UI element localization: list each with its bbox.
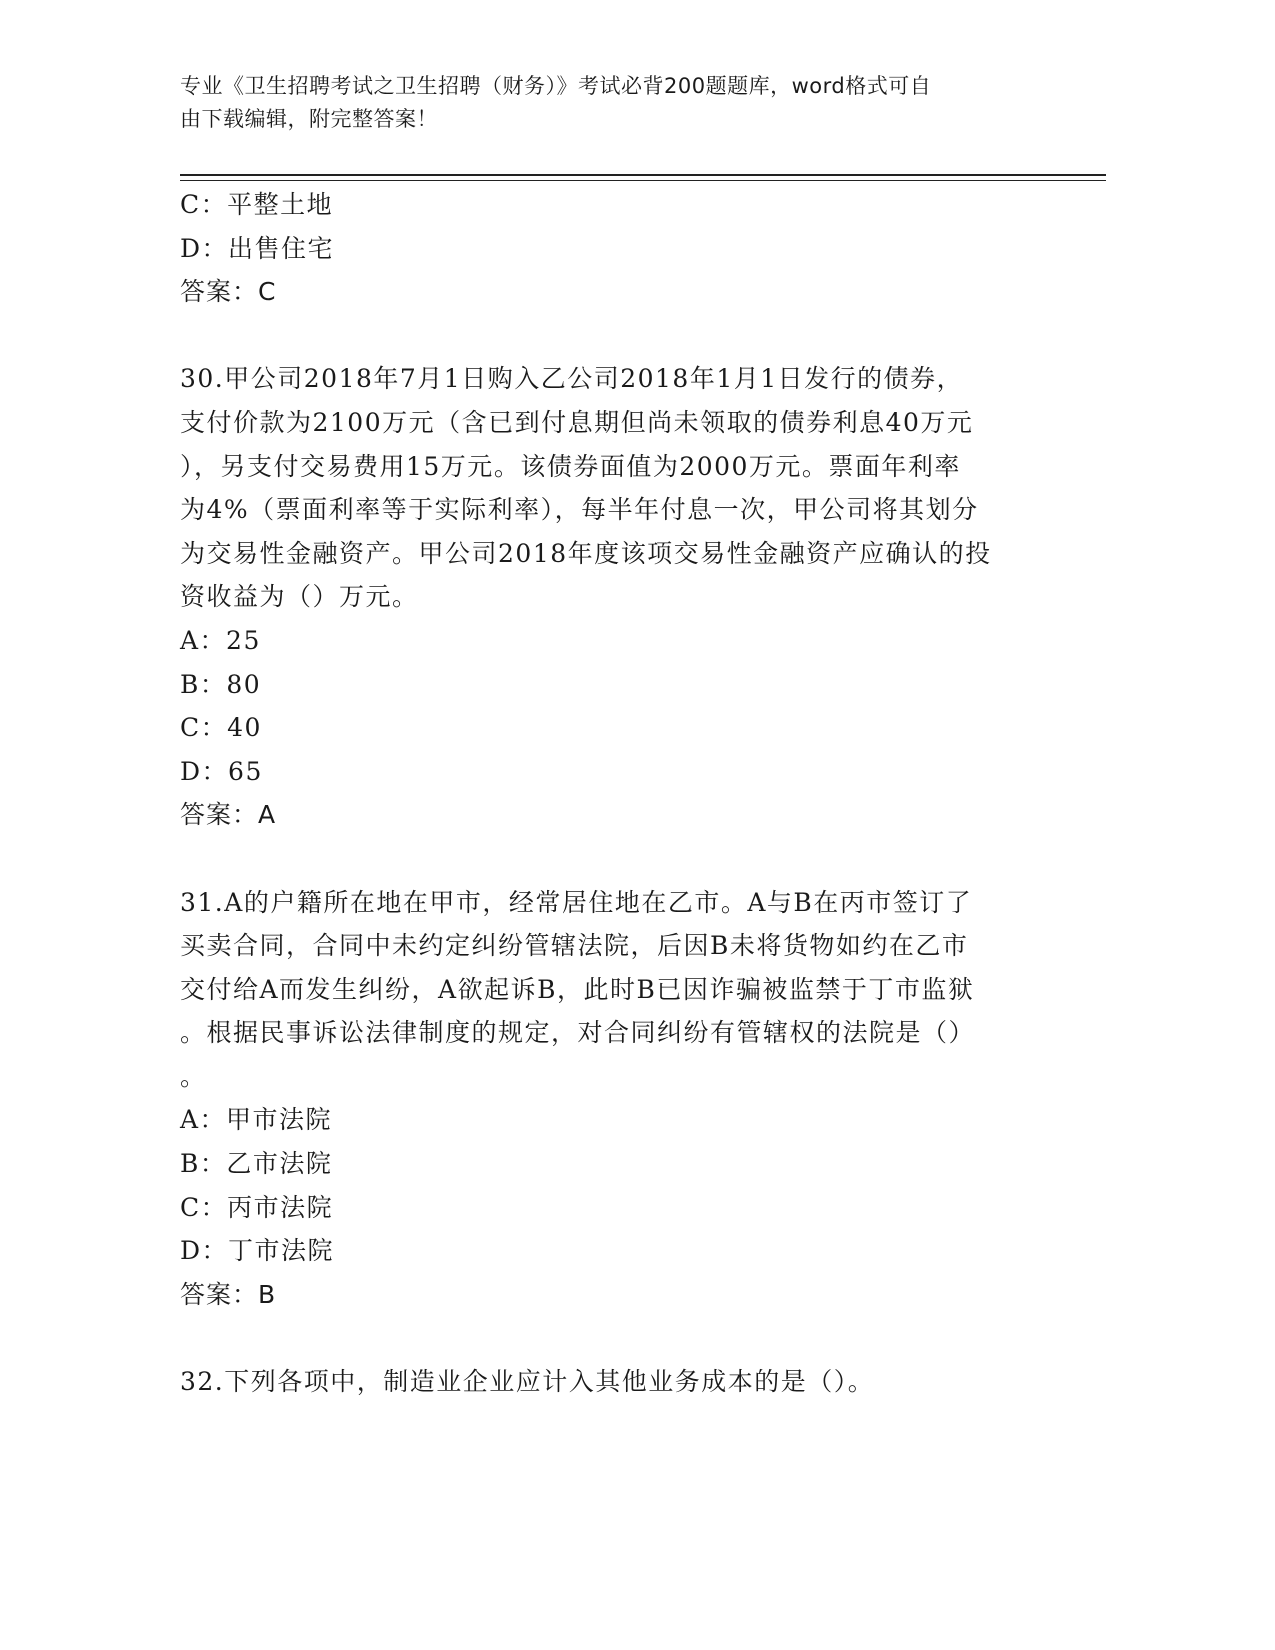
answer-line: 答案：B — [180, 1279, 277, 1309]
question-stem-line: 为4%（票面利率等于实际利率），每半年付息一次，甲公司将其划分 — [180, 495, 979, 525]
question-30 — [180, 357, 1050, 837]
spacer — [180, 837, 1050, 881]
header-divider-thin — [180, 180, 1106, 181]
spacer — [180, 314, 1050, 358]
header-divider-thick — [180, 174, 1106, 176]
question-stem-line: 。根据民事诉讼法律制度的规定，对合同纠纷有管辖权的法院是（） — [180, 1018, 976, 1048]
question-stem-line: 为交易性金融资产。甲公司2018年度该项交易性金融资产应确认的投 — [180, 538, 992, 568]
question-content — [180, 183, 1050, 1404]
question-stem-line: 支付价款为2100万元（含已到付息期但尚未领取的债券利息40万元 — [180, 407, 974, 437]
question-stem-line: 。 — [180, 1061, 207, 1091]
question-stem-line: 资收益为（）万元。 — [180, 582, 419, 612]
document-header — [180, 70, 1040, 136]
question-stem-line: 交付给A而发生纠纷，A欲起诉B，此时B已因诈骗被监禁于丁市监狱 — [180, 974, 975, 1004]
question-stem-line: 31.A的户籍所在地在甲市，经常居住地在乙市。A与B在丙市签订了 — [180, 887, 973, 917]
header-line-2: 由下载编辑，附完整答案！ — [180, 107, 438, 131]
question-stem-line: 30.甲公司2018年7月1日购入乙公司2018年1月1日发行的债券， — [180, 364, 964, 394]
option-d: D：出售住宅 — [180, 233, 335, 263]
question-stem-line: ），另支付交易费用15万元。该债券面值为2000万元。票面年利率 — [180, 451, 961, 481]
option-c: C：平整土地 — [180, 190, 334, 219]
question-stem-line: 32.下列各项中，制造业企业应计入其他业务成本的是（）。 — [180, 1367, 875, 1397]
option-d: D：65 — [180, 756, 263, 786]
option-b: B：乙市法院 — [180, 1149, 333, 1179]
header-line-1: 专业《卫生招聘考试之卫生招聘（财务）》考试必背200题题库，word格式可自 — [180, 74, 932, 98]
option-c: C：丙市法院 — [180, 1192, 334, 1222]
option-c: C：40 — [180, 713, 262, 743]
question-31 — [180, 881, 1050, 1317]
question-32 — [180, 1360, 1050, 1404]
question-stem-line: 买卖合同，合同中未约定纠纷管辖法院，后因B未将货物如约在乙市 — [180, 931, 969, 961]
option-d: D：丁市法院 — [180, 1236, 335, 1266]
option-a: A：甲市法院 — [180, 1105, 333, 1135]
answer-line: 答案：A — [180, 800, 277, 830]
option-a: A：25 — [180, 625, 261, 655]
spacer — [180, 1316, 1050, 1360]
answer-line: 答案：C — [180, 277, 277, 307]
prev-question — [180, 183, 1050, 314]
option-b: B：80 — [180, 669, 262, 699]
